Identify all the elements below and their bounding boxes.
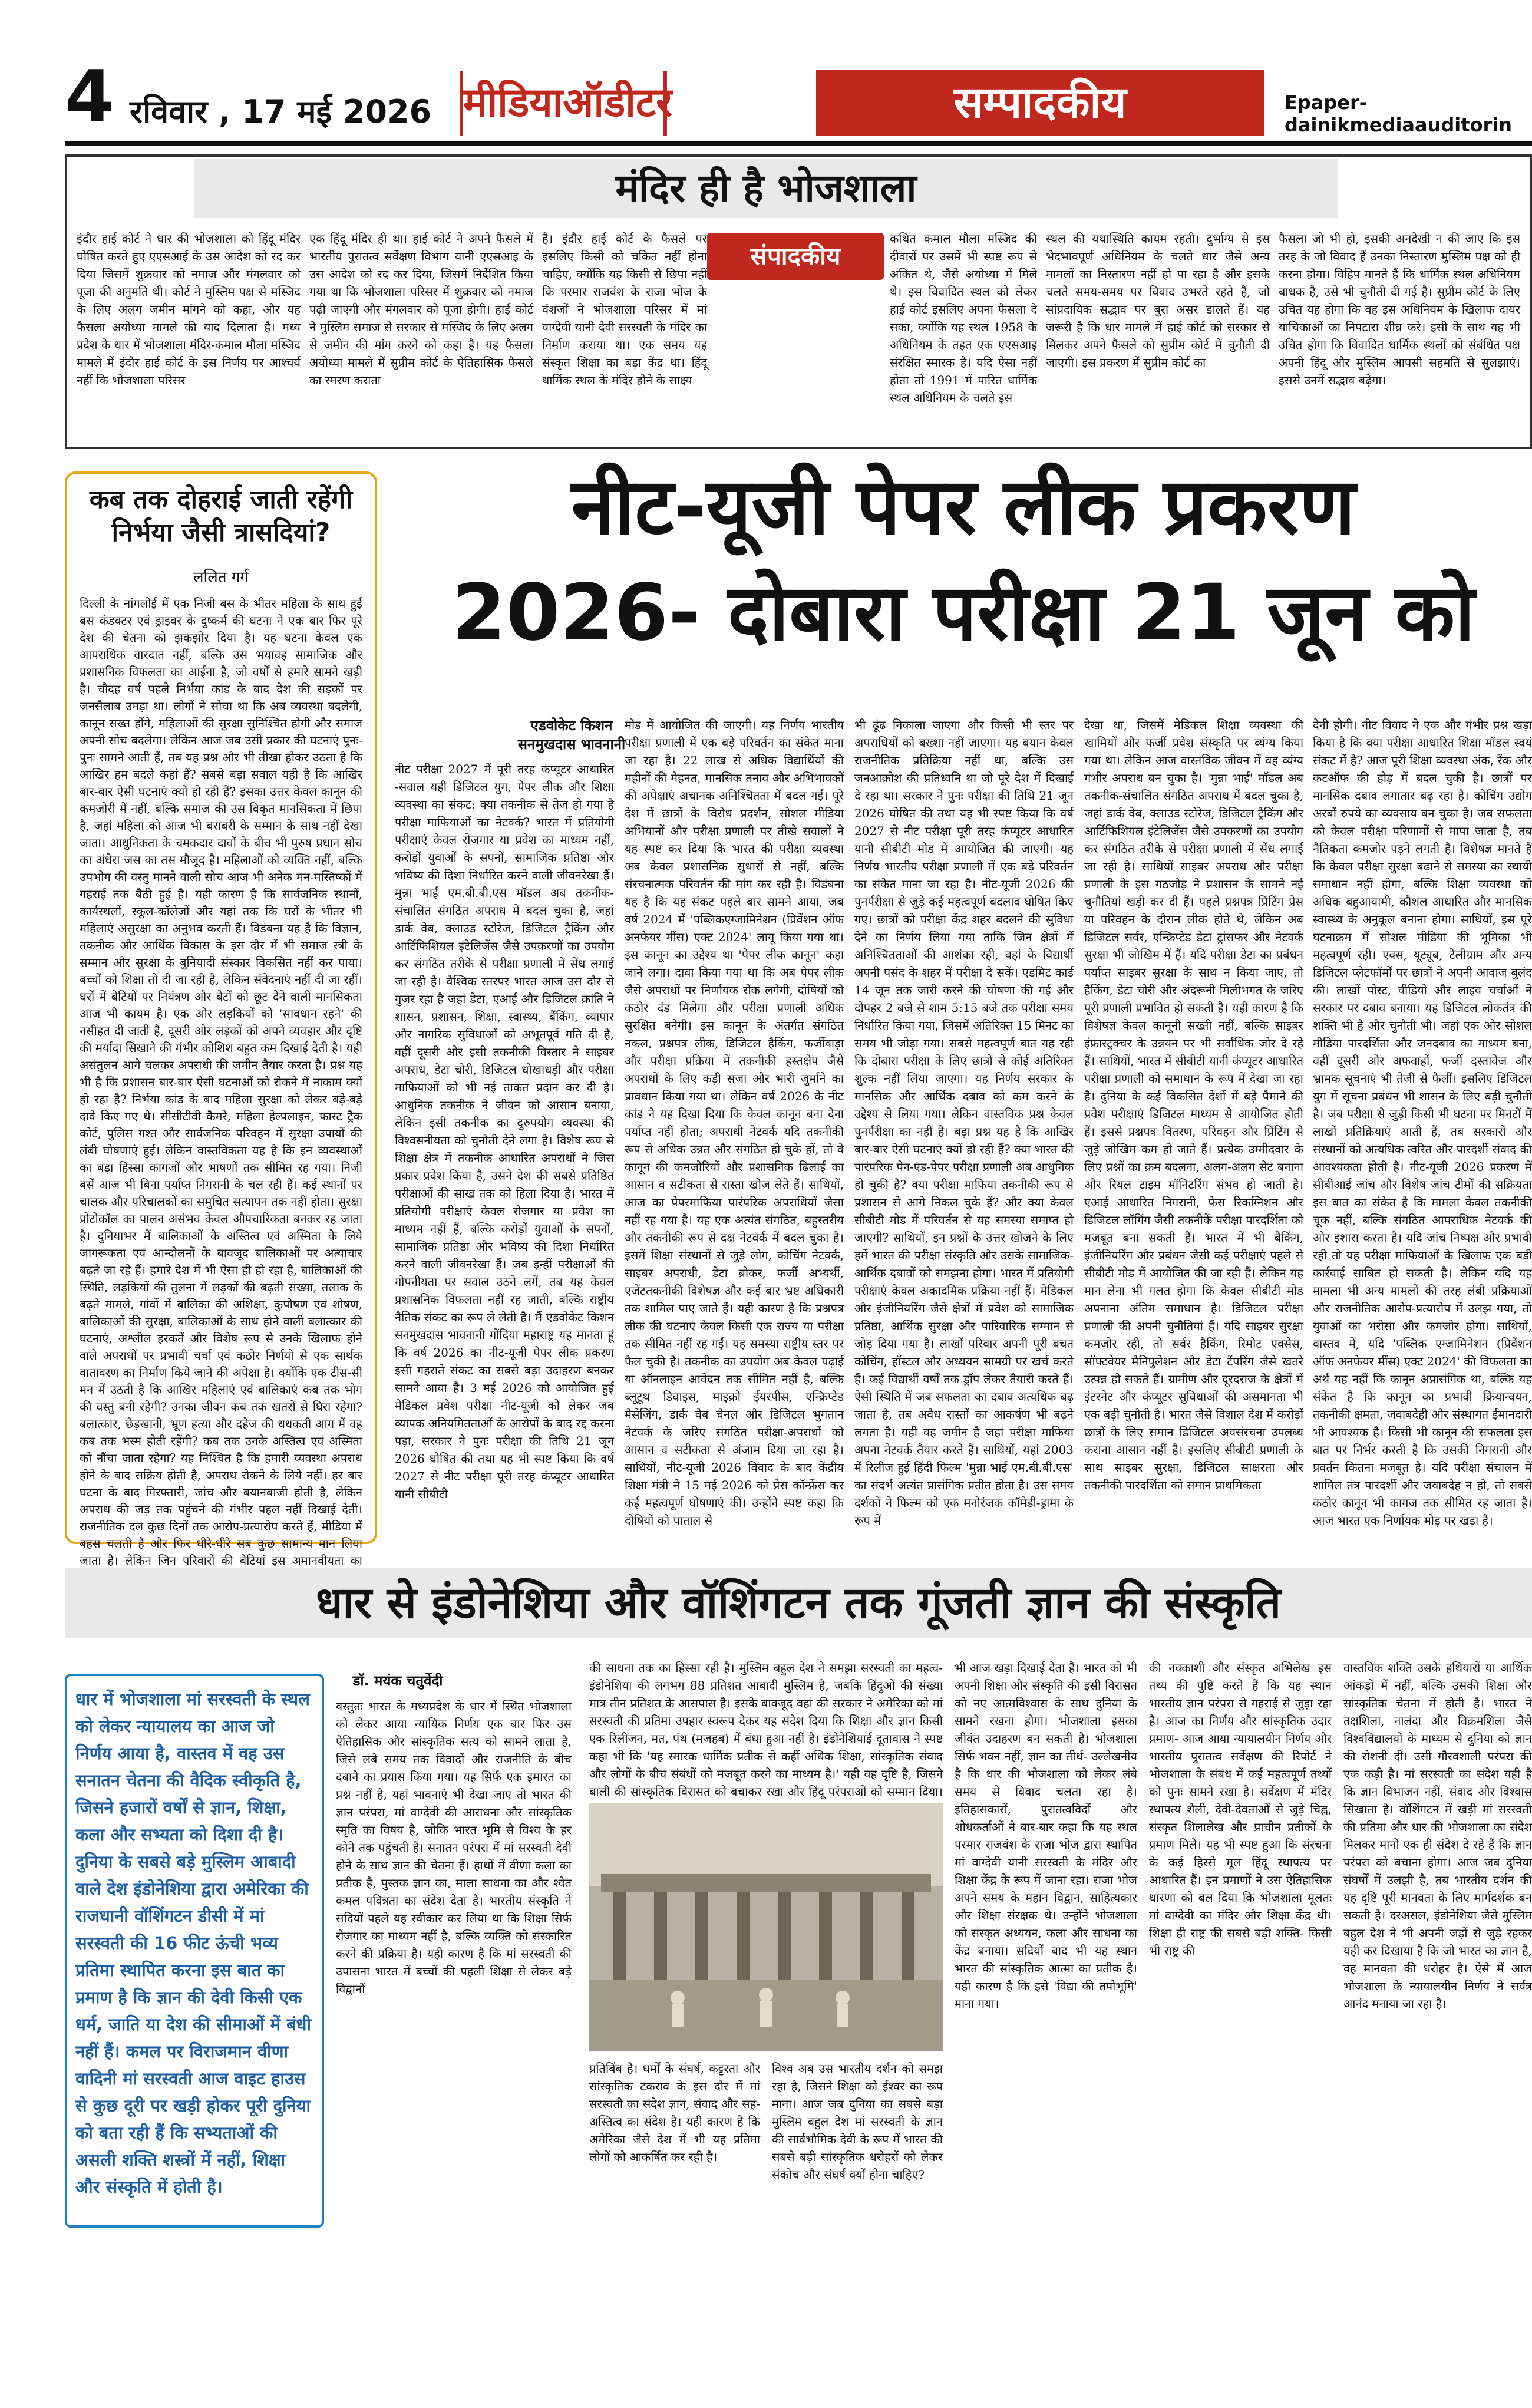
editorial-column-6: फैसला जो भी हो, इसकी अनदेखी न की जाए कि इस तरह के जो विवाद हैं उनका निस्तारण मुस्लिम पक्ष को ही करना होगा। विहिप मानते हैं कि धार्मिक स्थल अधिनियम बाधक है, उसे भी चुनौती दी गई है। सुप्रीम कोर्ट के लिए उचित यह होगा कि वह इस अधिनियम के खिलाफ दायर याचिकाओं का निपटारा शीघ्र करे। इसी के साथ यह भी उचित होगा कि विवादित धार्मिक स्थलों को संबंधित पक्ष अपनी हिंदू और मुस्लिम आपसी सहमति से सुलझाएं। इससे उनमें सद्भाव बढ़ेगा। <box>1279 232 1520 387</box>
bottom-headline: धार से इंडोनेशिया और वॉशिंगटन तक गूंजती ज्ञान की संस्कृति <box>65 1568 1532 1638</box>
editorial-column-5: स्थल की यथास्थिति कायम रहती। दुर्भाग्य से इस भेदभावपूर्ण अधिनियम के चलते धार जैसे अन्य मामलों का निस्तारण नहीं हो पा रहा है और इसके चलते समय-समय पर विवाद उभरते रहते हैं, जो सांप्रदायिक सद्भाव पर बुरा असर डालते हैं। यह जरूरी है कि धार मामले में हाई कोर्ट को सरकार से मिलकर अपने फैसले को सुप्रीम कोर्ट में चुनौती दी जाएगी। इस प्रकरण में सुप्रीम कोर्ट का <box>1046 232 1270 370</box>
byline-line-2: सनमुखदास भावनानी <box>517 736 626 753</box>
editorial-column-4: कथित कमाल मौला मस्जिद की दीवारों पर उसमें भी स्पष्ट रूप से अंकित थे, जैसे अयोध्या में मिले थे। इस विवादित स्थल को लेकर हाई कोर्ट इसलिए अपना फैसला दे सका, क्योंकि यह स्थल 1958 के अधिनियम के तहत एक एएसआइ संरक्षित स्मारक है। यदि ऐसा नहीं होता तो 1991 में पारित धार्मिक स्थल अधिनियम के चलते इस <box>890 232 1037 405</box>
bottom-column-6: वास्तविक शक्ति उसके हथियारों या आर्थिक आंकड़ों में नहीं, बल्कि उसकी शिक्षा और सांस्कृतिक चेतना में होती है। भारत ने तक्षशिला, नालंदा और विक्रमशिला जैसे विश्वविद्यालयों के माध्यम से दुनिया को ज्ञान की रोशनी दी। उसी गौरवशाली परंपरा की एक कड़ी है। मां सरस्वती का संदेश यही है कि ज्ञान विभाजन नहीं, संवाद और विश्वास सिखाता है। वॉशिंगटन में खड़ी मां सरस्वती की प्रतिमा और धार की भोजशाला का संदेश मिलकर मानो एक ही संदेश दे रहे हैं कि ज्ञान परंपरा को बचाना होगा। आज जब दुनिया संघर्षों में उलझी है, तब भारतीय दर्शन की यह दृष्टि पूरी मानवता के लिए मार्गदर्शक बन सकती है। दरअसल, इंडोनेशिया जैसे मुस्लिम बहुल देश ने भी अपनी जड़ों से जुड़े रहकर यही कर दिखाया है कि जो भारत का ज्ञान है, वह मानवता की धरोहर है। ऐसे में आज भोजशाला के न्यायालयीन निर्णय ने सर्वत्र आनंद मनाया जा रहा है। <box>1343 1661 1532 2011</box>
issue-date: रविवार , 17 मई 2026 <box>130 93 432 130</box>
brand-logo: मीडियाऑडीटर <box>460 71 667 136</box>
editorial-column-1: इंदौर हाई कोर्ट ने धार की भोजशाला को हिंदू मंदिर घोषित करते हुए एएसआई के उस आदेश को रद कर दिया जिसमें शुक्रवार को नमाज और मंगलवार को पूजा की अनुमति थी। कोर्ट ने मुस्लिम पक्ष से मस्जिद के लिए अलग जमीन मांगने को कहा, और यह फैसला अयोध्या मामले की याद दिलाता है। मध्य प्रदेश के धार में भोजशाला मंदिर-कमाल मौला मस्जिद मामले में इंदौर हाई कोर्ट के इस निर्णय पर आश्चर्य नहीं कि भोजशाला परिसर <box>77 232 301 387</box>
pull-quote: धार में भोजशाला मां सरस्वती के स्थल को लेकर न्यायालय का आज जो निर्णय आया है, वास्तव में वह उस सनातन चेतना की वैदिक स्वीकृति है, जिसने हजारों वर्षों से ज्ञान, शिक्षा, कला और सभ्यता को दिशा दी है। दुनिया के सबसे बड़े मुस्लिम आबादी वाले देश इंडोनेशिया द्वारा अमेरिका की राजधानी वॉशिंगटन डीसी में मां सरस्वती की 16 फीट ऊंची भव्य प्रतिमा स्थापित करना इस बात का प्रमाण है कि ज्ञान की देवी किसी एक धर्म, जाति या देश की सीमाओं में बंधी नहीं हैं। कमल पर विराजमान वीणा वादिनी मां सरस्वती आज वाइट हाउस से कुछ दूरी पर खड़ी होकर पूरी दुनिया को बता रही हैं कि सभ्यताओं की असली शक्ति शस्त्रों में नहीं, शिक्षा और संस्कृति में होती है। <box>75 1689 312 2197</box>
photo-caption-column-2: विश्व अब उस भारतीय दर्शन को समझ रहा है, जिसने शिक्षा को ईश्वर का रूप माना। आज जब दुनिया का सबसे बड़ा मुस्लिम बहुल देश मां सरस्वती के ज्ञान की सार्वभौमिक देवी के रूप में भारत की सबसे बड़ी सांस्कृतिक धरोहरों को लेकर संकोच और संघर्ष क्यों होना चाहिए? <box>772 2061 943 2182</box>
bottom-column-1: वस्तुतः भारत के मध्यप्रदेश के धार में स्थित भोजशाला को लेकर आया न्यायिक निर्णय एक बार फिर उस ऐतिहासिक और सांस्कृतिक सत्य को सामने लाता है, जिसे लंबे समय तक विवादों और राजनीति के बीच दबाने का प्रयास किया गया। यह सिर्फ एक इमारत का प्रश्न नहीं है, यहां भावनाएं भी देखा जाए तो भारत की ज्ञान परंपरा, मां वाग्देवी की आराधना और सांस्कृतिक स्मृति का विषय है, जोकि भारत भूमि से विश्व के हर कोने तक पहुंचती है। सनातन परंपरा में मां सरस्वती देवी होने के साथ ज्ञान की चेतना हैं। हाथों में वीणा कला का प्रतीक है, पुस्तक ज्ञान का, माला साधना का और श्वेत कमल पवित्रता का संदेश देता है। भारतीय संस्कृति ने सदियों पहले यह स्वीकार कर लिया था कि शिक्षा सिर्फ रोजगार का माध्यम नहीं है, बल्कि व्यक्ति को संस्कारित करने की प्रक्रिया है। यही कारण है कि मां सरस्वती की उपासना भारत में बच्चों की पहली शिक्षा से लेकर बड़े विद्वानों <box>336 1699 572 1996</box>
page-number: 4 <box>65 56 114 138</box>
byline-line-1: एडवोकेट किशन <box>530 717 613 734</box>
photo-caption-column-1: प्रतिबिंब है। धर्मों के संघर्ष, कट्टरता और सांस्कृतिक टकराव के इस दौर में मां सरस्वती का संदेश ज्ञान, संवाद और सह-अस्तित्व का संदेश है। यही कारण है कि अमेरिका जैसे देश में भी यह प्रतिमा लोगों को आकर्षित कर रही है। <box>589 2061 760 2164</box>
opinion-body: दिल्ली के नांगलोई में एक निजी बस के भीतर महिला के साथ हुई बस कंडक्टर एवं ड्राइवर के दुष्कर्म की घटना ने एक बार फिर पूरे देश की चेतना को झकझोर दिया है। यह घटना केवल एक आपराधिक वारदात नहीं, बल्कि उस भयावह सामाजिक और प्रशासनिक विफलता का आईना है, जो वर्षों से हमारे सामने खड़ी है। चौदह वर्ष पहले निर्भया कांड के बाद देश की सड़कों पर जनसैलाब उमड़ा था। लोगों ने सोचा था कि अब व्यवस्था बदलेगी, कानून सख्त होंगे, महिलाओं की सुरक्षा सुनिश्चित होगी और समाज अपनी सोच बदलेगा। लेकिन आज जब उसी प्रकार की घटनाएं पुनः-पुनः सामने आती हैं, तब यह प्रश्न और भी तीखा होकर उठता है कि आखिर हम बदले कहां हैं? सबसे बड़ा सवाल यही है कि आखिर बार-बार ऐसी घटनाएं क्यों हो रही हैं? इसका उत्तर केवल कानून की कमजोरी में नहीं, बल्कि समाज की उस विकृत मानसिकता में छिपा है, जहां महिला को आज भी बराबरी के सम्मान के साथ नहीं देखा जाता। आधुनिकता के चमकदार दावों के बीच भी पुरुष प्रधान सोच का अंधेरा जस का तस मौजूद है। महिलाओं को व्यक्ति नहीं, बल्कि उपभोग की वस्तु मानने वाली सोच आज भी अनेक मन-मस्तिष्कों में गहराई तक बैठी हुई है। यही कारण है कि सार्वजनिक स्थानों, कार्यस्थलों, स्कूल-कॉलेजों और यहां तक कि घरों के भीतर भी महिलाएं असुरक्षा का अनुभव करती हैं। विडंबना यह है कि विज्ञान, तकनीक और आर्थिक विकास के इस दौर में भी समाज स्त्री के सम्मान और सुरक्षा के बुनियादी संस्कार विकसित नहीं कर पाया। बच्चों को शिक्षा तो दी जा रही है, लेकिन संवेदनाएं नहीं दी जा रहीं। घरों में बेटियों पर नियंत्रण और बेटों को छूट देने वाली मानसिकता आज भी कायम है। एक ओर लड़कियों को 'सावधान रहने' की नसीहत दी जाती है, दूसरी ओर लड़कों को अपने व्यवहार और दृष्टि की मर्यादा सिखाने की गंभीर कोशिश बहुत कम दिखाई देती है। यही असंतुलन आगे चलकर अपराधी की जमीन तैयार करता है। प्रश्न यह भी है कि प्रशासन बार-बार ऐसी घटनाओं को रोकने में नाकाम क्यों हो रहा है? निर्भया कांड के बाद महिला सुरक्षा को लेकर बड़े-बड़े दावे किए गए थे। सीसीटीवी कैमरे, महिला हेल्पलाइन, फास्ट ट्रैक कोर्ट, पुलिस गश्त और सार्वजनिक परिवहन में सुरक्षा उपायों की लंबी घोषणाएं हुईं। लेकिन वास्तविकता यह है कि इन व्यवस्थाओं का बड़ा हिस्सा कागजों और भाषणों तक सीमित रह गया। निजी बसें आज भी बिना पर्याप्त निगरानी के चल रही हैं। कई स्थानों पर चालक और परिचालकों का समुचित सत्यापन तक नहीं होता। सुरक्षा प्रोटोकॉल का पालन असंभव केवल औपचारिकता बनकर रह जाता है। दुनियाभर में बालिकाओं के अस्तित्व एवं अस्मिता के लिये जागरूकता एवं आन्दोलनों के बावजूद बालिकाओं पर अत्याचार बढ़ते जा रहे हैं। हमारे देश में भी ऐसा ही हो रहा है, बालिकाओं की स्थिति, लड़कियों की तुलना में लड़कों की बढ़ती संख्या, तलाक के बढ़ते मामले, गांवों में बालिका की अशिक्षा, कुपोषण एवं शोषण, बालिकाओं की सुरक्षा, बालिकाओं के साथ होने वाली बलात्कार की घटनाएं, अश्लील हरकतें और विशेष रूप से उनके खिलाफ होने वाले अपराधों पर प्रभावी चर्चा एवं कठोर निर्णयों से एक सार्थक वातावरण का निर्माण किये जाने की अपेक्षा है। क्योंकि एक टीस-सी मन में उठती है कि आखिर महिलाएं एवं बालिकाएं कब तक भोग की वस्तु बनी रहेगी? उनका जीवन कब तक खतरों से घिरा रहेगा? बलात्कार, छेड़खानी, भ्रूण हत्या और दहेज की धधकती आग में वह कब तक भस्म होती रहेंगी? कब तक उनके अस्तित्व एवं अस्मिता को नौंचा जाता रहेगा? यह निश्चित है कि हमारी व्यवस्था अपराध होने के बाद सक्रिय होती है, अपराध रोकने के लिये नहीं। हर बार घटना के बाद गिरफ्तारी, जांच और बयानबाजी होती है, लेकिन अपराध की जड़ तक पहुंचने की गंभीर पहल नहीं दिखाई देती। राजनीतिक दल कुछ दिनों तक आरोप-प्रत्यारोप करते हैं, मीडिया में बहस चलती है और फिर धीरे-धीरे सब कुछ सामान्य मान लिया जाता है। लेकिन जिन परिवारों की बेटियां इस अमानवीयता का <box>80 596 362 1568</box>
main-column-4: देखा था, जिसमें मेडिकल शिक्षा व्यवस्था की खामियों और फर्जी प्रवेश संस्कृति पर व्यंग्य किया गया था। लेकिन आज वास्तविक जीवन में वह व्यंग्य गंभीर अपराध बन चुका है। 'मुन्ना भाई' मॉडल अब तकनीक-संचालित संगठित अपराध में बदल चुका है, जहां डार्क वेब, क्लाउड स्टोरेज, डिजिटल ट्रैकिंग और आर्टिफिशियल इंटेलिजेंस जैसे उपकरणों का उपयोग कर संगठित तरीके से परीक्षा प्रणाली में सेंध लगाई जा रही है। साथियों साइबर अपराध और परीक्षा प्रणाली के इस गठजोड़ ने प्रशासन के सामने नई चुनौतियां खड़ी कर दी हैं। पहले प्रश्नपत्र प्रिंटिंग प्रेस या परिवहन के दौरान लीक होते थे, लेकिन अब डिजिटल सर्वर, एन्क्रिप्टेड डेटा ट्रांसफर और नेटवर्क सुरक्षा भी जोखिम में हैं। यदि परीक्षा डेटा का प्रबंधन पर्याप्त साइबर सुरक्षा के साथ न किया जाए, तो हैकिंग, डेटा चोरी और अंदरूनी मिलीभगत के जरिए पूरी प्रणाली प्रभावित हो सकती है। यही कारण है कि विशेषज्ञ केवल कानूनी सख्ती नहीं, बल्कि साइबर इंफ्रास्ट्रक्चर के उन्नयन पर भी सर्वाधिक जोर दे रहे हैं। साथियों, भारत में सीबीटी यानी कंप्यूटर आधारित परीक्षा प्रणाली को समाधान के रूप में देखा जा रहा है। दुनिया के कई विकसित देशों में बड़े पैमाने की प्रवेश परीक्षाएं डिजिटल माध्यम से आयोजित होती हैं। इससे प्रश्नपत्र वितरण, परिवहन और प्रिंटिंग से जुड़े जोखिम कम हो जाते हैं। प्रत्येक उम्मीदवार के लिए प्रश्नों का क्रम बदलना, अलग-अलग सेट बनाना और रियल टाइम मॉनिटरिंग संभव हो जाती है। एआई आधारित निगरानी, फेस रिकग्निशन और डिजिटल लॉगिंग जैसी तकनीकें परीक्षा पारदर्शिता को मजबूत बना सकती हैं। भारत में भी बैंकिंग, इंजीनियरिंग और प्रबंधन जैसी कई परीक्षाएं पहले से सीबीटी मोड में आयोजित की जा रही हैं। लेकिन यह मान लेना भी गलत होगा कि केवल सीबीटी मोड अपनाना अंतिम समाधान है। डिजिटल परीक्षा प्रणाली की अपनी चुनौतियां हैं। यदि साइबर सुरक्षा कमजोर रही, तो सर्वर हैकिंग, रिमोट एक्सेस, सॉफ्टवेयर मैनिपुलेशन और डेटा टैंपरिंग जैसे खतरे उत्पन्न हो सकते हैं। ग्रामीण और दूरदराज के क्षेत्रों में इंटरनेट और कंप्यूटर सुविधाओं की असमानता भी एक बड़ी चुनौती है। भारत जैसे विशाल देश में करोड़ों छात्रों के लिए समान डिजिटल अवसंरचना उपलब्ध कराना आसान नहीं है। इसलिए सीबीटी प्रणाली के साथ साइबर सुरक्षा, डिजिटल साक्षरता और तकनीकी पारदर्शिता को समान प्राथमिकता <box>1084 718 1303 1492</box>
opinion-title: कब तक दोहराई जाती रहेंगी निर्भया जैसी त्रासदियां? <box>89 484 353 547</box>
bottom-column-4: भी आज खड़ा दिखाई देता है। भारत को भी अपनी शिक्षा और संस्कृति की इसी विरासत को नए आत्मविश्वास के साथ दुनिया के सामने रखना होगा। भोजशाला इसका जीवंत उदाहरण बन सकती है। भोजशाला सिर्फ भवन नहीं, ज्ञान का तीर्थ- उल्लेखनीय है कि धार की भोजशाला को लेकर लंबे समय से विवाद चलता रहा है। इतिहासकारों, पुरातत्वविदों और शोधकर्ताओं ने बार-बार कहा कि यह स्थल परमार राजवंश के राजा भोज द्वारा स्थापित मां वाग्देवी यानी सरस्वती के मंदिर और शिक्षा केंद्र के रूप में जाना रहा। राजा भोज अपने समय के महान विद्वान, साहित्यकार और शिक्षा संरक्षक थे। उन्होंने भोजशाला को संस्कृत अध्ययन, कला और साधना का केंद्र बनाया। सदियों बाद भी यह स्थान भारत की सांस्कृतिक आत्मा का प्रतीक है। यही कारण है कि इसे 'विद्या की तपोभूमि' माना गया। <box>955 1661 1137 2011</box>
main-headline-line-1: नीट-यूजी पेपर लीक प्रकरण <box>571 461 1356 552</box>
main-column-2: मोड में आयोजित की जाएगी। यह निर्णय भारतीय परीक्षा प्रणाली में एक बड़े परिवर्तन का संकेत माना जा रहा है। 22 लाख से अधिक विद्यार्थियों की महीनों की मेहनत, मानसिक तनाव और अभिभावकों की अपेक्षाएं अचानक अनिश्चितता में बदल गईं। पूरे देश में छात्रों के विरोध प्रदर्शन, सोशल मीडिया अभियानों और परीक्षा प्रणाली पर तीखे सवालों ने यह स्पष्ट कर दिया कि भारत की परीक्षा व्यवस्था अब केवल प्रशासनिक सुधारों से नहीं, बल्कि संरचनात्मक परिवर्तन की मांग कर रही है। विडंबना यह है कि यह संकट पहले बार सामने आया, जब वर्ष 2024 में 'पब्लिकएग्जामिनेशन (प्रिवेंशन ऑफ अनफेयर मींस) एक्ट 2024' लागू किया गया था। इस कानून का उद्देश्य था 'पेपर लीक कानून' कहा जाने लगा। दावा किया गया था कि अब पेपर लीक जैसे अपराधों पर निर्णायक रोक लगेगी, दोषियों को कठोर दंड मिलेगा और परीक्षा प्रणाली अधिक सुरक्षित बनेगी। इस कानून के अंतर्गत संगठित नकल, प्रश्नपत्र लीक, डिजिटल हैकिंग, फर्जीवाड़ा और परीक्षा प्रक्रिया में तकनीकी हस्तक्षेप जैसे अपराधों के लिए कड़ी सजा और भारी जुर्माने का प्रावधान किया गया था। लेकिन वर्ष 2026 के नीट कांड ने यह दिखा दिया कि केवल कानून बना देना पर्याप्त नहीं होता; अपराधी नेटवर्क यदि तकनीकी रूप से अधिक उन्नत और संगठित हो चुके हों, तो वे कानून की कमजोरियों और प्रशासनिक ढिलाई का आसान व सटीकता से रास्ता खोज लेते हैं। साथियों, आज का पेपरमाफिया पारंपरिक अपराधियों जैसा नहीं रह गया है। यह एक अत्यंत संगठित, बहुस्तरीय और तकनीकी रूप से दक्ष नेटवर्क में बदल चुका है। इसमें शिक्षा संस्थानों से जुड़े लोग, कोचिंग नेटवर्क, साइबर अपराधी, डेटा ब्रोकर, फर्जी अभ्यर्थी, एजेंटतकनीकी विशेषज्ञ और कई बार भ्रष्ट अधिकारी तक शामिल पाए जाते हैं। यही कारण है कि प्रश्नपत्र लीक की घटनाएं केवल किसी एक राज्य या परीक्षा तक सीमित नहीं रह गईं। यह समस्या राष्ट्रीय स्तर पर फैल चुकी है। तकनीक का उपयोग अब केवल पढ़ाई या ऑनलाइन आवेदन तक सीमित नहीं है, बल्कि ब्लूटूथ डिवाइस, माइक्रो ईयरपीस, एन्क्रिप्टेड मैसेजिंग, डार्क वेब चैनल और डिजिटल भुगतान नेटवर्क के जरिए संगठित परीक्षा-अपराधों को आसान व सटीकता से अंजाम दिया जा रहा है। साथियों, नीट-यूजी 2026 विवाद के बाद केंद्रीय शिक्षा मंत्री ने 15 मई 2026 को प्रेस कॉन्फ्रेंस कर कई महत्वपूर्ण घोषणाएं कीं। उन्होंने स्पष्ट कहा कि दोषियों को पाताल से <box>625 718 844 1528</box>
main-headline-line-2: 2026- दोबारा परीक्षा 21 जून को <box>451 568 1475 658</box>
opinion-author: ललित गर्ग <box>193 569 249 586</box>
main-column-3: भी ढूंढ निकाला जाएगा और किसी भी स्तर पर अपराधियों को बख्शा नहीं जाएगा। यह बयान केवल राजनीतिक प्रतिक्रिया नहीं था, बल्कि उस जनआक्रोश की प्रतिध्वनि था जो पूरे देश में दिखाई दे रहा था। सरकार ने पुनः परीक्षा की तिथि 21 जून 2026 घोषित की तथा यह भी स्पष्ट किया कि वर्ष 2027 से नीट परीक्षा पूरी तरह कंप्यूटर आधारित यानी सीबीटी मोड में आयोजित की जाएगी। यह निर्णय भारतीय परीक्षा प्रणाली में एक बड़े परिवर्तन का संकेत माना जा रहा है। नीट-यूजी 2026 की पुनर्परीक्षा से जुड़े कई महत्वपूर्ण बदलाव घोषित किए गए। छात्रों को परीक्षा केंद्र शहर बदलने की सुविधा देने का निर्णय लिया गया ताकि जिन क्षेत्रों में अनिश्चितताओं की आशंका रही, वहां के विद्यार्थी अपनी पसंद के शहर में परीक्षा दे सकें। एडमिट कार्ड 14 जून तक जारी करने की घोषणा की गई और दोपहर 2 बजे से शाम 5:15 बजे तक परीक्षा समय निर्धारित किया गया, जिसमें अतिरिक्त 15 मिनट का समय भी जोड़ा गया। सबसे महत्वपूर्ण बात यह रही कि दोबारा परीक्षा के लिए छात्रों से कोई अतिरिक्त शुल्क नहीं लिया जाएगा। यह निर्णय सरकार के मानसिक और आर्थिक दबाव को कम करने के उद्देश्य से लिया गया। लेकिन वास्तविक प्रश्न केवल पुनर्परीक्षा का नहीं है। बड़ा प्रश्न यह है कि आखिर बार-बार ऐसी घटनाएं क्यों हो रही हैं? क्या भारत की पारंपरिक पेन-एंड-पेपर परीक्षा प्रणाली अब आधुनिक हो चुकी है? क्या परीक्षा माफिया तकनीकी रूप से प्रशासन से आगे निकल चुके हैं? और क्या केवल सीबीटी मोड में परिवर्तन से यह समस्या समाप्त हो जाएगी? साथियों, इन प्रश्नों के उत्तर खोजने के लिए हमें भारत की परीक्षा संस्कृति और उसके सामाजिक-आर्थिक दबावों को समझना होगा। भारत में प्रतियोगी परीक्षाएं केवल अकादमिक प्रक्रिया नहीं हैं। मेडिकल और इंजीनियरिंग जैसे क्षेत्रों में प्रवेश को सामाजिक प्रतिष्ठा, आर्थिक सुरक्षा और पारिवारिक सम्मान से जोड़ दिया गया है। लाखों परिवार अपनी पूरी बचत कोचिंग, हॉस्टल और अध्ययन सामग्री पर खर्च करते हैं। कई विद्यार्थी वर्षों तक ड्रॉप लेकर तैयारी करते हैं। ऐसी स्थिति में जब सफलता का दबाव अत्यधिक बढ़ जाता है, तब अवैध रास्तों का आकर्षण भी बढ़ने लगता है। यही वह जमीन है जहां परीक्षा माफिया अपना नेटवर्क तैयार करते हैं। साथियों, यहां 2003 में रिलीज हुई हिंदी फिल्म 'मुन्ना भाई एम.बी.बी.एस' का संदर्भ अत्यंत प्रासंगिक प्रतीत होता है। उस समय दर्शकों ने फिल्म को एक मनोरंजक कॉमेडी-ड्रामा के रूप में <box>854 718 1074 1528</box>
bottom-author: डॉ. मयंक चतुर्वेदी <box>352 1673 443 1689</box>
section-label: सम्पादकीय <box>816 70 1264 136</box>
epaper-link[interactable]: Epaper- dainikmediaauditorin <box>1285 91 1513 136</box>
bottom-column-2: की साधना तक का हिस्सा रही है। मुस्लिम बहुल देश ने समझा सरस्वती का महत्व- इंडोनेशिया की लगभग 88 प्रतिशत आबादी मुस्लिम है, जबकि हिंदुओं की संख्या मात्र तीन प्रतिशत के आसपास है। इसके बावजूद वहां की सरकार ने अमेरिका को मां सरस्वती की प्रतिमा उपहार स्वरूप देकर यह संदेश दिया कि शिक्षा और ज्ञान किसी एक रिलीजन, मत, पंथ (मजहब) में बंधा हुआ नहीं है। इंडोनेशियाई दूतावास ने स्पष्ट कहा भी कि 'यह स्मारक धार्मिक प्रतीक से कहीं अधिक शिक्षा, सांस्कृतिक संवाद और लोगों के बीच संबंधों को मजबूत करने का माध्यम है।' यही वह दृष्टि है, जिसने बाली की सांस्कृतिक विरासत को बचाकर रखा और हिंदू परंपराओं को सम्मान दिया। <box>589 1661 943 1799</box>
header-divider <box>65 141 1532 146</box>
editorial-column-3: है। इंदौर हाई कोर्ट के फैसले पर इसलिए किसी को चकित नहीं होना चाहिए, क्योंकि यह किसी से छिपा नहीं कि परमार राजवंश के राजा भोज के वंशजों ने भोजशाला परिसर में मां वाग्देवी यानी देवी सरस्वती के मंदिर का निर्माण कराया था। एक समय यह संस्कृत शिक्षा का बड़ा केंद्र था। हिंदू धार्मिक स्थल के मंदिर होने के साक्ष्य <box>542 232 707 387</box>
editorial-column-2: एक हिंदू मंदिर ही था। हाई कोर्ट ने अपने फैसले में भारतीय पुरातत्व सर्वेक्षण विभाग यानी एएसआइ के उस आदेश को रद कर दिया, जिसमें निर्देशित किया गया था कि भोजशाला परिसर में शुक्रवार को नमाज पढ़ी जाएगी और मंगलवार को पूजा होगी। हाई कोर्ट ने मुस्लिम समाज से सरकार से मस्जिद के लिए अलग से जमीन की मांग करने को कहा है। यह फैसला अयोध्या मामले में सुप्रीम कोर्ट के ऐतिहासिक फैसले का स्मरण कराता <box>309 232 533 387</box>
main-column-1: नीट परीक्षा 2027 में पूरी तरह कंप्यूटर आधारित -सवाल यही डिजिटल युग, पेपर लीक और शिक्षा व्यवस्था का संकट: क्या तकनीक से तेज हो गया है परीक्षा माफियाओं का नेटवर्क? भारत में प्रतियोगी परीक्षाएं केवल रोजगार या प्रवेश का माध्यम नहीं, करोड़ों युवाओं के सपनों, सामाजिक प्रतिष्ठा और भविष्य की दिशा निर्धारित करने वाली जीवनरेखा हैं। मुन्ना भाई एम.बी.बी.एस मॉडल अब तकनीक-संचालित संगठित अपराध में बदल चुका है, जहां डार्क वेब, क्लाउड स्टोरेज, डिजिटल ट्रैकिंग और आर्टिफिशियल इंटेलिजेंस जैसे उपकरणों का उपयोग कर संगठित तरीके से परीक्षा प्रणाली में सेंध लगाई जा रही है। वैश्विक स्तरपर भारत आज उस दौर से गुजर रहा है जहां डेटा, एआई और डिजिटल क्रांति ने शासन, प्रशासन, शिक्षा, स्वास्थ्य, बैंकिंग, व्यापार और नागरिक सुविधाओं को अभूतपूर्व गति दी है, वहीं दूसरी ओर इसी तकनीकी विस्तार ने साइबर अपराध, डेटा चोरी, डिजिटल धोखाधड़ी और परीक्षा माफियाओं को भी नई ताकत प्रदान कर दी है। आधुनिक तकनीक ने जीवन को आसान बनाया, लेकिन इसी तकनीक का दुरुपयोग व्यवस्था की विश्वसनीयता को चुनौती देने लगा है। विशेष रूप से शिक्षा क्षेत्र में तकनीक आधारित अपराधों ने जिस प्रकार प्रवेश किया है, उसने देश की सबसे प्रतिष्ठित परीक्षाओं की साख तक को हिला दिया है। भारत में प्रतियोगी परीक्षाएं केवल रोजगार या प्रवेश का माध्यम नहीं हैं, बल्कि करोड़ों युवाओं के सपनों, सामाजिक प्रतिष्ठा और भविष्य की दिशा निर्धारित करने वाली जीवनरेखा हैं। जब इन्हीं परीक्षाओं की गोपनीयता पर सवाल उठने लगें, तब यह केवल प्रशासनिक विफलता नहीं रह जाती, बल्कि राष्ट्रीय नैतिक संकट का रूप ले लेती है। मैं एडवोकेट किशन सनमुखदास भावनानी गोंदिया महाराष्ट्र यह मानता हूं कि वर्ष 2026 का नीट-यूजी पेपर लीक प्रकरण इसी गहराते संकट का सबसे बड़ा उदाहरण बनकर सामने आया है। 3 मई 2026 को आयोजित हुई मेडिकल प्रवेश परीक्षा नीट-यूजी को लेकर जब व्यापक अनियमितताओं के आरोपों के बाद रद्द करना पड़ा, सरकार ने पुनः परीक्षा की तिथि 21 जून 2026 घोषित की तथा यह भी स्पष्ट किया कि वर्ष 2027 से नीट परीक्षा पूरी तरह कंप्यूटर आधारित यानी सीबीटी <box>395 762 614 1501</box>
editorial-title: मंदिर ही है भोजशाला <box>194 159 1338 218</box>
bottom-column-5: की नक्काशी और संस्कृत अभिलेख इस तथ्य की पुष्टि करते हैं कि यह स्थान भारतीय ज्ञान परंपरा से गहराई से जुड़ा रहा है। आज का निर्णय और सांस्कृतिक उदार प्रमाण- आज आया न्यायालयीन निर्णय और भारतीय पुरातत्व सर्वेक्षण की रिपोर्ट ने भोजशाला के संबंध में कई महत्वपूर्ण तथ्यों को पुनः सामने रखा है। सर्वेक्षण में मंदिर स्थापत्य शैली, देवी-देवताओं से जुड़े चिह्न, संस्कृत शिलालेख और प्राचीन प्रतीकों के प्रमाण मिले। यह भी स्पष्ट हुआ कि संरचना के कई हिस्से मूल हिंदू स्थापत्य पर आधारित हैं। इन प्रमाणों ने उस ऐतिहासिक धारणा को बल दिया कि भोजशाला मूलतः मां वाग्देवी का मंदिर और शिक्षा केंद्र थी। शिक्षा ही राष्ट्र की सबसे बड़ी शक्ति- किसी भी राष्ट्र की <box>1149 1661 1332 1958</box>
editorial-badge: संपादकीय <box>707 233 884 280</box>
bhojshala-photo <box>589 1803 943 2051</box>
main-column-5: देनी होगी। नीट विवाद ने एक और गंभीर प्रश्न खड़ा किया है कि क्या परीक्षा आधारित शिक्षा मॉडल स्वयं संकट में है? आज पूरी शिक्षा व्यवस्था अंक, रैंक और कटऑफ की होड़ में बदल चुकी है। छात्रों पर मानसिक दबाव लगातार बढ़ रहा है। कोचिंग उद्योग अरबों रुपये का व्यवसाय बन चुका है। जब सफलता को केवल परीक्षा परिणामों से मापा जाता है, तब नैतिकता कमजोर पड़ने लगती है। विशेषज्ञ मानते हैं कि केवल परीक्षा सुरक्षा बढ़ाने से समस्या का स्थायी समाधान नहीं होगा, बल्कि शिक्षा व्यवस्था को अधिक बहुआयामी, कौशल आधारित और मानसिक स्वास्थ्य के अनुकूल बनाना होगा। साथियों, इस पूरे घटनाक्रम में सोशल मीडिया की भूमिका भी महत्वपूर्ण रही। एक्स, यूट्यूब, टेलीग्राम और अन्य डिजिटल प्लेटफॉर्मों पर छात्रों ने अपनी आवाज बुलंद की। लाखों पोस्ट, वीडियो और लाइव चर्चाओं ने सरकार पर दबाव बनाया। यह डिजिटल लोकतंत्र की शक्ति भी है और चुनौती भी। जहां एक ओर सोशल मीडिया पारदर्शिता और जनदबाव का माध्यम बना, वहीं दूसरी ओर अफवाहों, फर्जी दस्तावेज और भ्रामक सूचनाएं भी तेजी से फैलीं। इसलिए डिजिटल युग में सूचना प्रबंधन भी शासन के लिए बड़ी चुनौती है। जब परीक्षा से जुड़ी किसी भी घटना पर मिनटों में लाखों प्रतिक्रियाएं आती हैं, तब सरकारों और संस्थानों को अत्यधिक त्वरित और पारदर्शी संवाद की आवश्यकता होती है। नीट-यूजी 2026 प्रकरण में सीबीआई जांच और विशेष जांच टीमों की सक्रियता इस बात का संकेत है कि मामला केवल तकनीकी चूक नहीं, बल्कि संगठित आपराधिक नेटवर्क की ओर इशारा करता है। यदि जांच निष्पक्ष और प्रभावी रही तो यह परीक्षा माफियाओं के खिलाफ एक बड़ी कार्रवाई साबित हो सकती है। लेकिन यदि यह मामला भी अन्य मामलों की तरह लंबी प्रक्रियाओं और राजनीतिक आरोप-प्रत्यारोप में उलझ गया, तो युवाओं का भरोसा और कमजोर होगा। साथियों, वास्तव में, यदि 'पब्लिक एग्जामिनेशन (प्रिवेंशन ऑफ अनफेयर मींस) एक्ट 2024' की विफलता का अर्थ यह नहीं कि कानून अप्रासंगिक था, बल्कि यह संकेत है कि कानून का प्रभावी क्रियान्वयन, तकनीकी क्षमता, जवाबदेही और संस्थागत ईमानदारी भी आवश्यक है। किसी भी कानून की सफलता इस बात पर निर्भर करती है कि उसकी निगरानी और प्रवर्तन कितना मजबूत है। यदि परीक्षा संचालन में शामिल तंत्र पारदर्शी और जवाबदेह न हो, तो सबसे कठोर कानून भी कागज तक सीमित रह जाता है। आज भारत एक निर्णायक मोड़ पर खड़ा है। <box>1313 718 1532 1528</box>
